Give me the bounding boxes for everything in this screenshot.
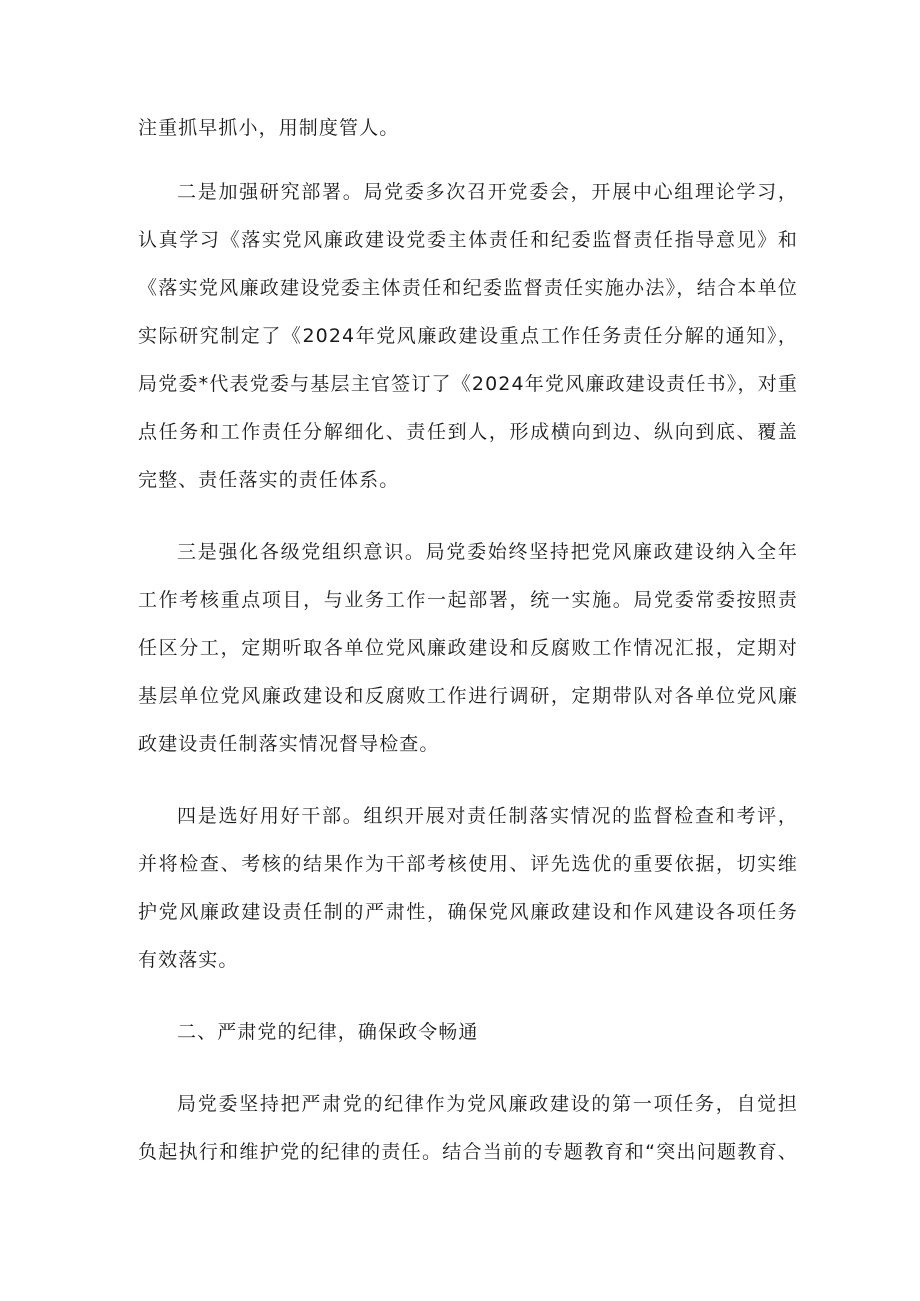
paragraph-line: 注重抓早抓小，用制度管人。	[138, 117, 400, 139]
section-heading: 二、严肃党的纪律，确保政令畅通	[177, 1021, 479, 1043]
paragraph-line: 任区分工，定期听取各单位党风廉政建设和反腐败工作情况汇报，定期对	[138, 637, 798, 659]
paragraph-line: 《落实党风廉政建设党委主体责任和纪委监督责任实施办法》，结合本单位	[138, 277, 798, 299]
paragraph-line: 基层单位党风廉政建设和反腐败工作进行调研，定期带队对各单位党风廉	[138, 685, 798, 707]
paragraph-line: 政建设责任制落实情况督导检查。	[138, 733, 440, 755]
paragraph-line: 认真学习《落实党风廉政建设党委主体责任和纪委监督责任指导意见》和	[138, 229, 798, 251]
paragraph-line: 工作考核重点项目，与业务工作一起部署，统一实施。局党委常委按照责	[138, 589, 798, 611]
paragraph-line: 局党委*代表党委与基层主官签订了《2024年党风廉政建设责任书》，对重	[138, 373, 798, 395]
paragraph-line: 局党委坚持把严肃党的纪律作为党风廉政建设的第一项任务，自觉担	[177, 1093, 798, 1115]
paragraph-line: 负起执行和维护党的纪律的责任。结合当前的专题教育和“突出问题教育、	[138, 1141, 798, 1163]
paragraph-line: 实际研究制定了《2024年党风廉政建设重点工作任务责任分解的通知》，	[138, 325, 798, 347]
paragraph-line: 四是选好用好干部。组织开展对责任制落实情况的监督检查和考评，	[177, 805, 798, 827]
paragraph-line: 完整、责任落实的责任体系。	[138, 469, 400, 491]
paragraph-line: 并将检查、考核的结果作为干部考核使用、评先选优的重要依据，切实维	[138, 853, 798, 875]
paragraph-line: 二是加强研究部署。局党委多次召开党委会，开展中心组理论学习，	[177, 181, 798, 203]
paragraph-line: 有效落实。	[138, 949, 239, 971]
paragraph-line: 点任务和工作责任分解细化、责任到人，形成横向到边、纵向到底、覆盖	[138, 421, 798, 443]
paragraph-line: 护党风廉政建设责任制的严肃性，确保党风廉政建设和作风建设各项任务	[138, 901, 798, 923]
paragraph-line: 三是强化各级党组织意识。局党委始终坚持把党风廉政建设纳入全年	[177, 541, 798, 563]
